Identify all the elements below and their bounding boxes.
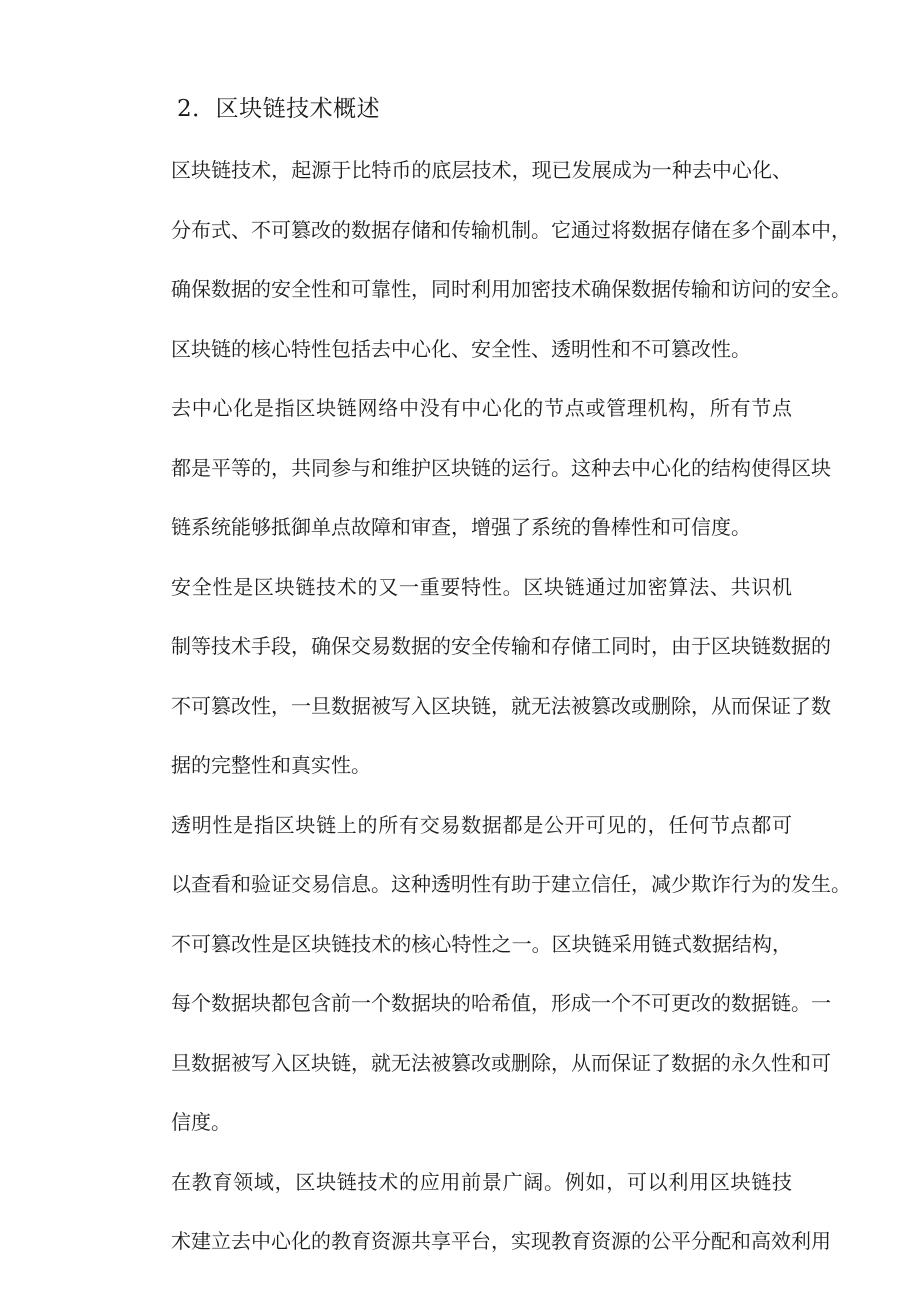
- text-line: 以查看和验证交易信息。这种透明性有助于建立信任，减少欺诈行为的发生。: [171, 872, 851, 896]
- text-line: 信度。: [171, 1110, 231, 1134]
- text-line: 每个数据块都包含前一个数据块的哈希值，形成一个不可更改的数据链。一: [171, 991, 831, 1015]
- section-heading: 2．区块链技术概述: [177, 96, 381, 122]
- text-line: 区块链技术，起源于比特币的底层技术，现已发展成为一种去中心化、: [171, 158, 792, 182]
- text-line: 在教育领域，区块链技术的应用前景广阔。例如，可以利用区块链技: [171, 1169, 792, 1194]
- text-line: 制等技术手段，确保交易数据的安全传输和存储工同时，由于区块链数据的: [171, 634, 831, 658]
- text-line: 去中心化是指区块链网络中没有中心化的节点或管理机构，所有节点: [171, 396, 792, 420]
- body-text: [131, 141, 851, 1272]
- text-line: 不可篡改性是区块链技术的核心特性之一。区块链采用链式数据结构，: [171, 931, 792, 956]
- paragraph-security: [131, 558, 831, 796]
- paragraph-decentralization: [131, 379, 831, 558]
- text-line: 确保数据的安全性和可靠性，同时利用加密技术确保数据传输和访问的安全。: [171, 277, 851, 301]
- paragraph-transparency: [131, 796, 851, 915]
- text-line: 旦数据被写入区块链，就无法被篡改或删除，从而保证了数据的永久性和可: [171, 1050, 831, 1075]
- text-line: 区块链的核心特性包括去中心化、安全性、透明性和不可篡改性。: [171, 336, 751, 361]
- text-line: 分布式、不可篡改的数据存储和传输机制。它通过将数据存储在多个副本中，: [171, 217, 851, 242]
- text-line: 术建立去中心化的教育资源共享平台，实现教育资源的公平分配和高效利用: [171, 1229, 831, 1253]
- text-line: 安全性是区块链技术的又一重要特性。区块链通过加密算法、共识机: [171, 574, 792, 599]
- paragraph-education: [131, 1153, 831, 1272]
- text-line: 不可篡改性，一旦数据被写入区块链，就无法被篡改或删除，从而保证了数: [171, 693, 831, 718]
- paragraph-immutability: [131, 915, 831, 1153]
- text-line: 链系统能够抵御单点故障和审查，增强了系统的鲁棒性和可信度。: [171, 515, 751, 539]
- text-line: 透明性是指区块链上的所有交易数据都是公开可见的，任何节点都可: [171, 812, 792, 837]
- text-line: 都是平等的，共同参与和维护区块链的运行。这种去中心化的结构使得区块: [171, 455, 831, 480]
- text-line: 据的完整性和真实性。: [171, 753, 371, 777]
- paragraph-overview: [131, 141, 851, 379]
